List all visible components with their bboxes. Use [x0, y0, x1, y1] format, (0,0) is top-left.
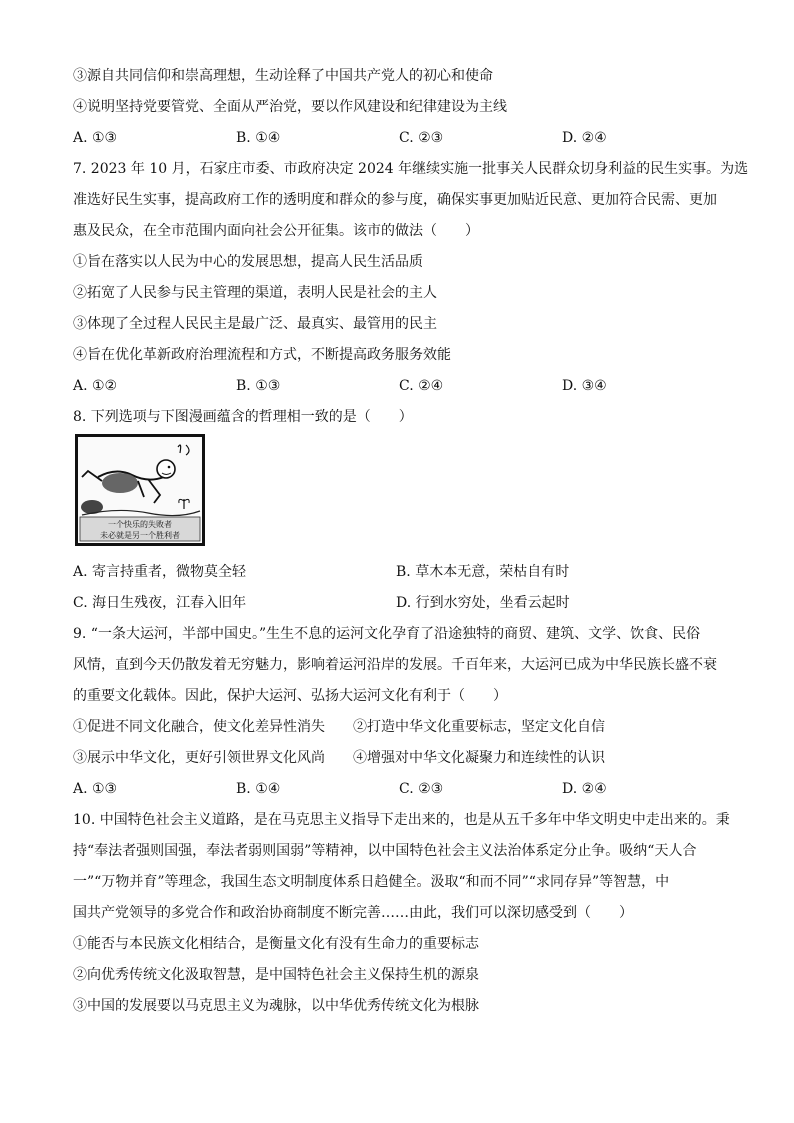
- q7-option-c: C. ②④: [399, 378, 444, 394]
- q9-option-c: C. ②③: [399, 781, 444, 797]
- q9-option-b: B. ①④: [236, 781, 281, 797]
- q7-item-3: ③体现了全过程人民民主是最广泛、最真实、最管用的民主: [73, 316, 437, 332]
- q9-option-d: D. ②④: [562, 781, 607, 797]
- q9-stem-line-1: 9. “一条大运河，半部中国史。”生生不息的运河文化孕育了沿途独特的商贸、建筑、文学、饮食、民俗: [73, 626, 701, 642]
- q7-option-b: B. ①③: [236, 378, 281, 394]
- q10-stem-line-4: 国共产党领导的多党合作和政治协商制度不断完善……由此，我们可以深切感受到（ ）: [73, 905, 633, 921]
- q6-item-4: ④说明坚持党要管党、全面从严治党，要以作风建设和纪律建设为主线: [73, 99, 507, 115]
- cartoon-drawing: [78, 437, 202, 543]
- q6-option-b: B. ①④: [236, 130, 281, 146]
- q10-stem-line-1: 10. 中国特色社会主义道路，是在马克思主义指导下走出来的，也是从五千多年中华文明史中走出来的。秉: [73, 812, 730, 828]
- q8-stem: 8. 下列选项与下图漫画蕴含的哲理相一致的是（ ）: [73, 409, 413, 425]
- q8-option-c: C. 海日生残夜，江春入旧年: [73, 595, 247, 611]
- q7-stem-line-3: 惠及民众，在全市范围内面向社会公开征集。该市的做法（ ）: [73, 223, 479, 239]
- q7-item-4: ④旨在优化革新政府治理流程和方式，不断提高政务服务效能: [73, 347, 451, 363]
- q9-stem-line-2: 风情，直到今天仍散发着无穷魅力，影响着运河沿岸的发展。千百年来，大运河已成为中华民族长盛不衰: [73, 657, 717, 673]
- q9-stem-line-3: 的重要文化载体。因此，保护大运河、弘扬大运河文化有利于（ ）: [73, 688, 507, 704]
- q7-stem-line-2: 准选好民生实事，提高政府工作的透明度和群众的参与度，确保实事更加贴近民意、更加符合民需、更加: [73, 192, 717, 208]
- q8-options-row-2: [73, 589, 733, 620]
- q7-options: [73, 372, 733, 403]
- q8-option-d: D. 行到水穷处，坐看云起时: [396, 595, 570, 611]
- q9-items-row-1: ①促进不同文化融合，使文化差异性消失 ②打造中华文化重要标志，坚定文化自信: [73, 719, 605, 735]
- q10-stem-line-3: 一”“万物并育”等理念，我国生态文明制度体系日趋健全。汲取“和而不同”“求同存异”等智慧，中: [73, 874, 670, 890]
- q6-item-3: ③源自共同信仰和崇高理想，生动诠释了中国共产党人的初心和使命: [73, 68, 493, 84]
- q7-stem-line-1: 7. 2023 年 10 月，石家庄市委、市政府决定 2024 年继续实施一批事关人民群众切身利益的民生实事。为选: [73, 161, 749, 177]
- q6-option-a: A. ①③: [73, 130, 118, 146]
- q7-option-d: D. ③④: [562, 378, 607, 394]
- q6-option-d: D. ②④: [562, 130, 607, 146]
- q10-item-2: ②向优秀传统文化汲取智慧，是中国特色社会主义保持生机的源泉: [73, 967, 479, 983]
- q7-item-1: ①旨在落实以人民为中心的发展思想，提高人民生活品质: [73, 254, 423, 270]
- exam-page: [73, 62, 749, 1023]
- q9-options: [73, 775, 733, 806]
- q8-cartoon-area: [73, 434, 733, 558]
- q6-option-c: C. ②③: [399, 130, 444, 146]
- q8-option-b: B. 草木本无意，荣枯自有时: [396, 564, 570, 580]
- cartoon-caption-2: 未必就是另一个胜利者: [100, 531, 180, 540]
- q7-item-2: ②拓宽了人民参与民主管理的渠道，表明人民是社会的主人: [73, 285, 437, 301]
- q8-options-row-1: [73, 558, 733, 589]
- q8-option-a: A. 寄言持重者，微物莫全轻: [73, 564, 247, 580]
- q10-item-3: ③中国的发展要以马克思主义为魂脉，以中华优秀传统文化为根脉: [73, 998, 479, 1014]
- q9-option-a: A. ①③: [73, 781, 118, 797]
- q9-items-row-2: ③展示中华文化，更好引领世界文化风尚 ④增强对中华文化凝聚力和连续性的认识: [73, 750, 605, 766]
- cartoon-caption-1: 一个快乐的失败者: [108, 520, 172, 529]
- q10-item-1: ①能否与本民族文化相结合，是衡量文化有没有生命力的重要标志: [73, 936, 479, 952]
- q8-cartoon: [75, 434, 205, 546]
- q6-options: [73, 124, 733, 155]
- q7-option-a: A. ①②: [73, 378, 118, 394]
- q10-stem-line-2: 持“奉法者强则国强，奉法者弱则国弱”等精神，以中国特色社会主义法治体系定分止争。吸纳“天人合: [73, 843, 697, 859]
